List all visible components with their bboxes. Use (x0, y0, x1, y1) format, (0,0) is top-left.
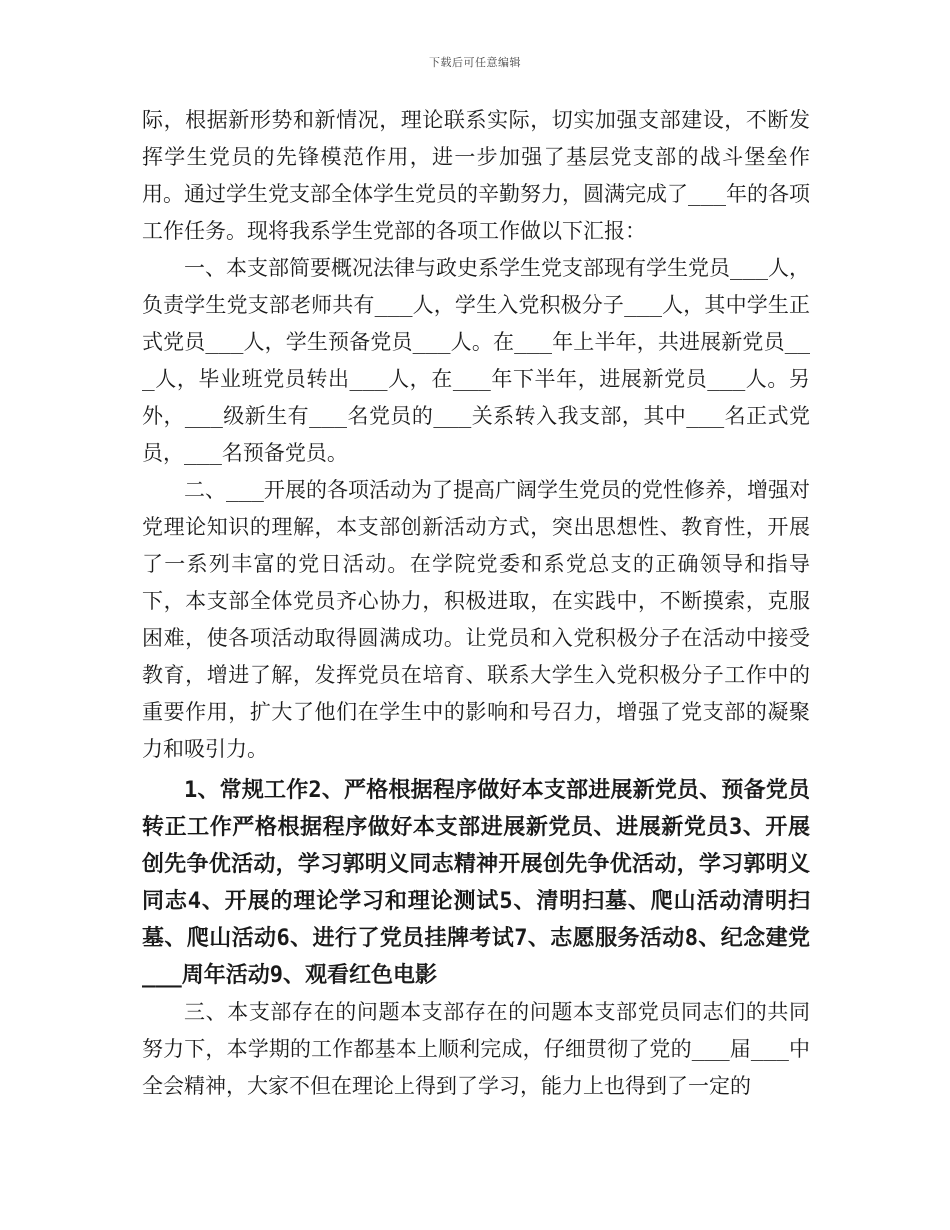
paragraph-section-two: 二、___开展的各项活动为了提高广阔学生党员的党性修养，增强对党理论知识的理解，本支部创新活动方式，突出思想性、教育性，开展了一系列丰富的党日活动。在学院党委和系党总支的正确领导和指导下，本支部全体党员齐心协力，积极进取，在实践中，不断摸索，克服困难，使各项活动取得圆满成功。让党员和入党积极分子在活动中接受教育，增进了解，发挥党员在培育、联系大学生入党积极分子工作中的重要作用，扩大了他们在学生中的影响和号召力，增强了党支部的凝聚力和吸引力。 (142, 478, 810, 761)
paragraph-continuation: 际，根据新形势和新情况，理论联系实际，切实加强支部建设，不断发挥学生党员的先锋模范作用，进一步加强了基层党支部的战斗堡垒作用。通过学生党支部全体学生党员的辛勤努力，圆满完成了___年的各项工作任务。现将我系学生党部的各项工作做以下汇报： (142, 108, 810, 243)
paragraph-section-three: 三、本支部存在的问题本支部存在的问题本支部党员同志们的共同努力下，本学期的工作都基本上顺利完成，仔细贯彻了党的___届___中全会精神，大家不但在理论上得到了学习，能力上也得到了一定的 (142, 1000, 810, 1098)
document-body (142, 102, 810, 1105)
page-header-note: 下载后可任意编辑 (429, 56, 521, 69)
paragraph-section-one: 一、本支部简要概况法律与政史系学生党支部现有学生党员___人，负责学生党支部老师共有___人，学生入党积极分子___人，其中学生正式党员___人，学生预备党员___人。在___年上半年，共进展新党员___人，毕业班党员转出___人，在___年下半年，进展新党员___人。另外，___级新生有___名党员的___关系转入我支部，其中___名正式党员，___名预备党员。 (142, 256, 810, 465)
paragraph-activity-list: 1、常规工作2、严格根据程序做好本支部进展新党员、预备党员转正工作严格根据程序做好本支部进展新党员、进展新党员3、开展创先争优活动，学习郭明义同志精神开展创先争优活动，学习郭明义同志4、开展的理论学习和理论测试5、清明扫墓、爬山活动清明扫墓、爬山活动6、进行了党员挂牌考试7、志愿服务活动8、纪念建党___周年活动9、观看红色电影 (142, 778, 810, 988)
